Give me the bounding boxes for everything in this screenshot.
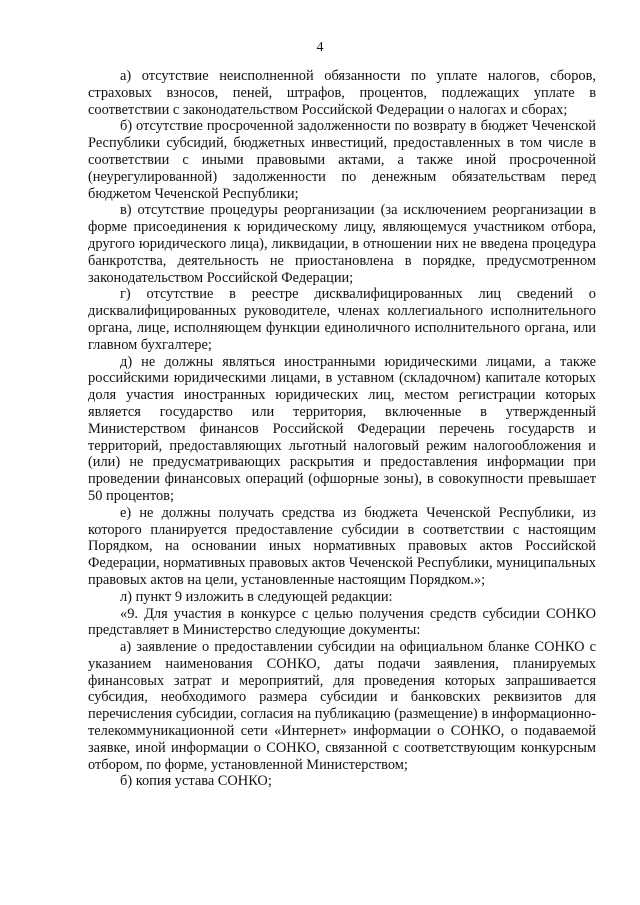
paragraph-b-charter-copy: б) копия устава СОНКО; (120, 773, 272, 790)
paragraph-d-foreign-entities: д) не должны являться иностранными юридическими лицами, а также российскими юридическими лицами, в уставном (складочном) капитале которых доля участия иностранных юридических лиц, местом регистрации которых является государство или территория, включенные в утвержденный Министерством финансов Российской Федерации перечень государств и территорий, предоставляющих льготный налоговый режим налогообложения и (или) не предусматривающих раскрытия и предоставления информации при проведении финансовых операций (офшорные зоны), в совокупности превышает 50 процентов; (88, 353, 596, 504)
paragraph-e-budget-funds: е) не должны получать средства из бюджета Чеченской Республики, из которого планируется предоставление субсидии в соответствии с настоящим Порядком, на основании иных нормативных правовых актов Российской Федерации, нормативных правовых актов Чеченской Республики, муниципальных правовых актов на цели, установленные настоящим Порядком.»; (88, 504, 596, 588)
paragraph-9-documents: «9. Для участия в конкурсе с целью получения средств субсидии СОНКО представляет в Министерство следующие документы: (88, 605, 596, 639)
paragraph-a-taxes: а) отсутствие неисполненной обязанности по уплате налогов, сборов, страховых взносов, пеней, штрафов, процентов, подлежащих уплате в соответствии с законодательством Российской Федерации о налогах и сборах; (88, 68, 596, 118)
paragraph-g-disqualified: г) отсутствие в реестре дисквалифицированных лиц сведений о дисквалифицированных руководителе, членах коллегиального исполнительного органа, лице, исполняющем функции единоличного исполнительного органа, или главном бухгалтере; (88, 286, 596, 353)
page-number: 4 (316, 40, 324, 55)
document-body (88, 68, 596, 790)
paragraph-v-reorganization: в) отсутствие процедуры реорганизации (за исключением реорганизации в форме присоединения к юридическому лицу, являющемуся участником отбора, другого юридического лица), ликвидации, в отношении них не введена процедура банкротства, деятельность не приостановлена в порядке, предусмотренном законодательством Российской Федерации; (88, 202, 596, 286)
paragraph-l-item-9: л) пункт 9 изложить в следующей редакции: (120, 588, 393, 605)
paragraph-b-debt: б) отсутствие просроченной задолженности по возврату в бюджет Чеченской Республики субсидий, бюджетных инвестиций, предоставленных в том числе в соответствии с иными правовыми актами, а также иной просроченной (неурегулированной) задолженности по денежным обязательствам перед бюджетом Чеченской Республики; (88, 118, 596, 202)
paragraph-a-application: а) заявление о предоставлении субсидии на официальном бланке СОНКО с указанием наименования СОНКО, даты подачи заявления, планируемых финансовых затрат и мероприятий, для проведения которых запрашивается субсидия, необходимого размера субсидии и банковских реквизитов для перечисления субсидии, согласия на публикацию (размещение) в информационно-телекоммуникационной сети «Интернет» информации о СОНКО, о подаваемой заявке, иной информации о СОНКО, связанной с соответствующим конкурсным отбором, по форме, установленной Министерством; (88, 639, 596, 773)
